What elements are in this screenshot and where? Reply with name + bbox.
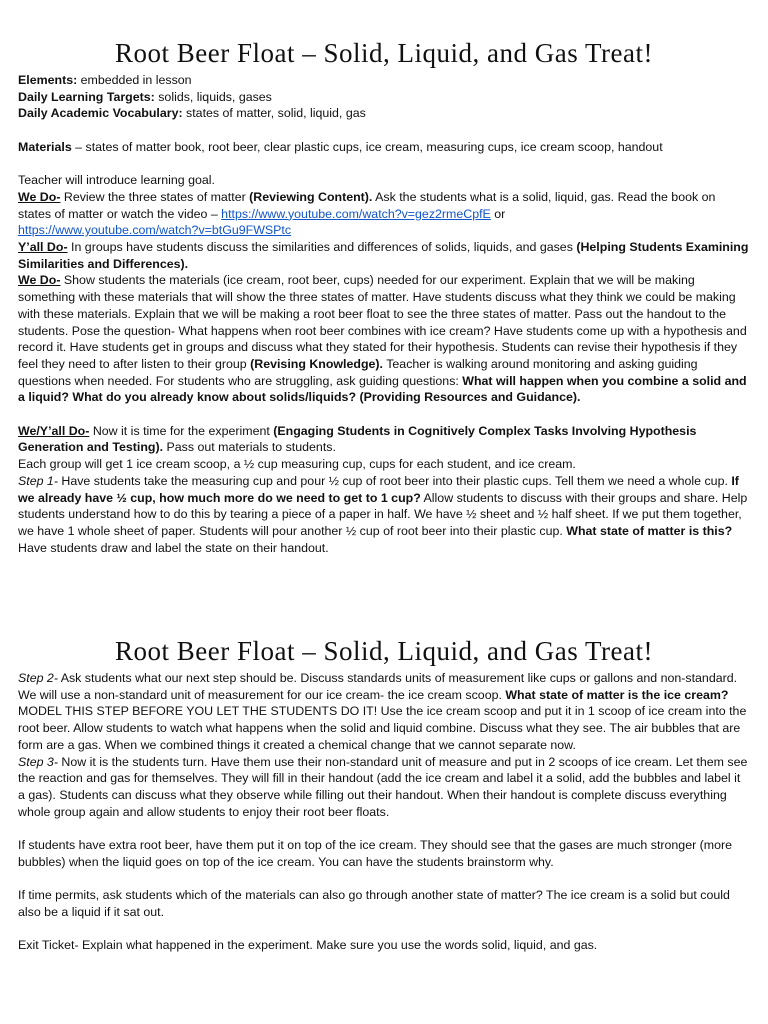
we-do-materials-paragraph: We Do- Show students the materials (ice cream, root beer, cups) needed for our experiment. Explain that we will be making something with these materials that will show the three states of matter. Have students discuss what they think we could be making with these materials. Explain that we will be making a root beer float to see the three states of matter. Pass out the handout to the students. Pose the question- What happens when root beer combines with ice cream? Have students come up with a hypothesis and record it. Have students get in groups and discuss what they stated for their hypothesis. Students can revise their hypothesis if they feel they need to after listen to their group (Revising Knowledge). Teacher is walking around monitoring and asking guiding questions when needed. For students who are struggling, ask guiding questions: What will happen when you combine a solid and a liquid? What do you already know about solids/liquids? (Providing Resources and Guidance). (18, 273, 747, 405)
step-3-paragraph: Step 3- Now it is the students turn. Have them use their non-standard unit of measure and put in 2 scoops of ice cream. Let them see the reaction and gas for themselves. They will fill in their handout (add the ice cream and label it a solid, add the bubbles and label it a gas). Students can discuss what they observe while filling out their handout. When their handout is complete discuss everything whole group again and allow students to enjoy their root beer floats. (18, 754, 748, 819)
step-2-paragraph: Step 2- Ask students what our next step should be. Discuss standards units of measurement like cups or gallons and non-standard. We will use a non-standard unit of measurement for our ice cream- the ice cream scoop. What state of matter is the ice cream? MODEL THIS STEP BEFORE YOU LET THE STUDENTS DO IT! Use the ice cream scoop and put it in 1 scoop of ice cream into the root beer. Allow students to watch what happens when the solid and liquid combine. Discuss what they see. The air bubbles that are form are a gas. When we combined things it created a chemical change that we cannot separate now. (18, 671, 747, 752)
step-1-paragraph: Step 1- Have students take the measuring cup and pour ½ cup of root beer into their plastic cups. Tell them we need a whole cup. If we already have ½ cup, how much more do we need to get to 1 cup? Allow students to discuss with their groups and share. Help students understand how to do this by tearing a piece of a paper in half. We have ½ sheet and ½ half sheet. If we put them together, we have 1 whole sheet of paper. Students will pour another ½ cup of root beer into their plastic cup. What state of matter is this? Have students draw and label the state on their handout. (18, 473, 748, 555)
each-group-line: Each group will get 1 ice cream scoop, a ½ cup measuring cup, cups for each student, and ice cream. (18, 457, 576, 472)
intro-line: Teacher will introduce learning goal. (18, 173, 215, 188)
page-2 (18, 626, 750, 954)
we-do-review-paragraph: We Do- Review the three states of matter (Reviewing Content). Ask the students what is a solid, liquid, gas. Read the book on states of matter or watch the video – https://www.youtube.com/watch?v=gez2rmeCpfE or https://www.youtube.com/watch?v=btGu9FWSPtc (18, 189, 716, 238)
targets-line: Daily Learning Targets: solids, liquids, gases (18, 89, 272, 104)
vocab-line: Daily Academic Vocabulary: states of matter, solid, liquid, gas (18, 106, 366, 121)
page-title: Root Beer Float – Solid, Liquid, and Gas Treat! (115, 38, 653, 68)
page-1 (18, 0, 750, 556)
materials-line: Materials – states of matter book, root beer, clear plastic cups, ice cream, measuring cups, ice cream scoop, handout (18, 139, 663, 154)
video-link-2[interactable]: https://www.youtube.com/watch?v=btGu9FWSPtc (18, 223, 292, 238)
yall-do-paragraph: Y’all Do- In groups have students discuss the similarities and differences of solids, liquids, and gases (Helping Students Examining Similarities and Differences). (18, 240, 749, 271)
video-link-1[interactable]: https://www.youtube.com/watch?v=gez2rmeCpfE (221, 206, 491, 221)
time-permits-paragraph: If time permits, ask students which of the materials can also go through another state of matter? The ice cream is a solid but could also be a liquid if it sat out. (18, 888, 730, 919)
we-yall-do-paragraph: We/Y’all Do- Now it is time for the experiment (Engaging Students in Cognitively Complex Tasks Involving Hypothesis Generation and Testing). Pass out materials to students. (18, 423, 697, 455)
elements-line: Elements: embedded in lesson (18, 73, 192, 87)
extra-root-beer-paragraph: If students have extra root beer, have them put it on top of the ice cream. They should see that the gases are much stronger (more bubbles) when the liquid goes on top of the ice cream. You can have the students brainstorm why. (18, 838, 733, 869)
page-title-2: Root Beer Float – Solid, Liquid, and Gas Treat! (115, 636, 653, 666)
exit-ticket-line: Exit Ticket- Explain what happened in the experiment. Make sure you use the words solid, liquid, and gas. (18, 938, 598, 953)
